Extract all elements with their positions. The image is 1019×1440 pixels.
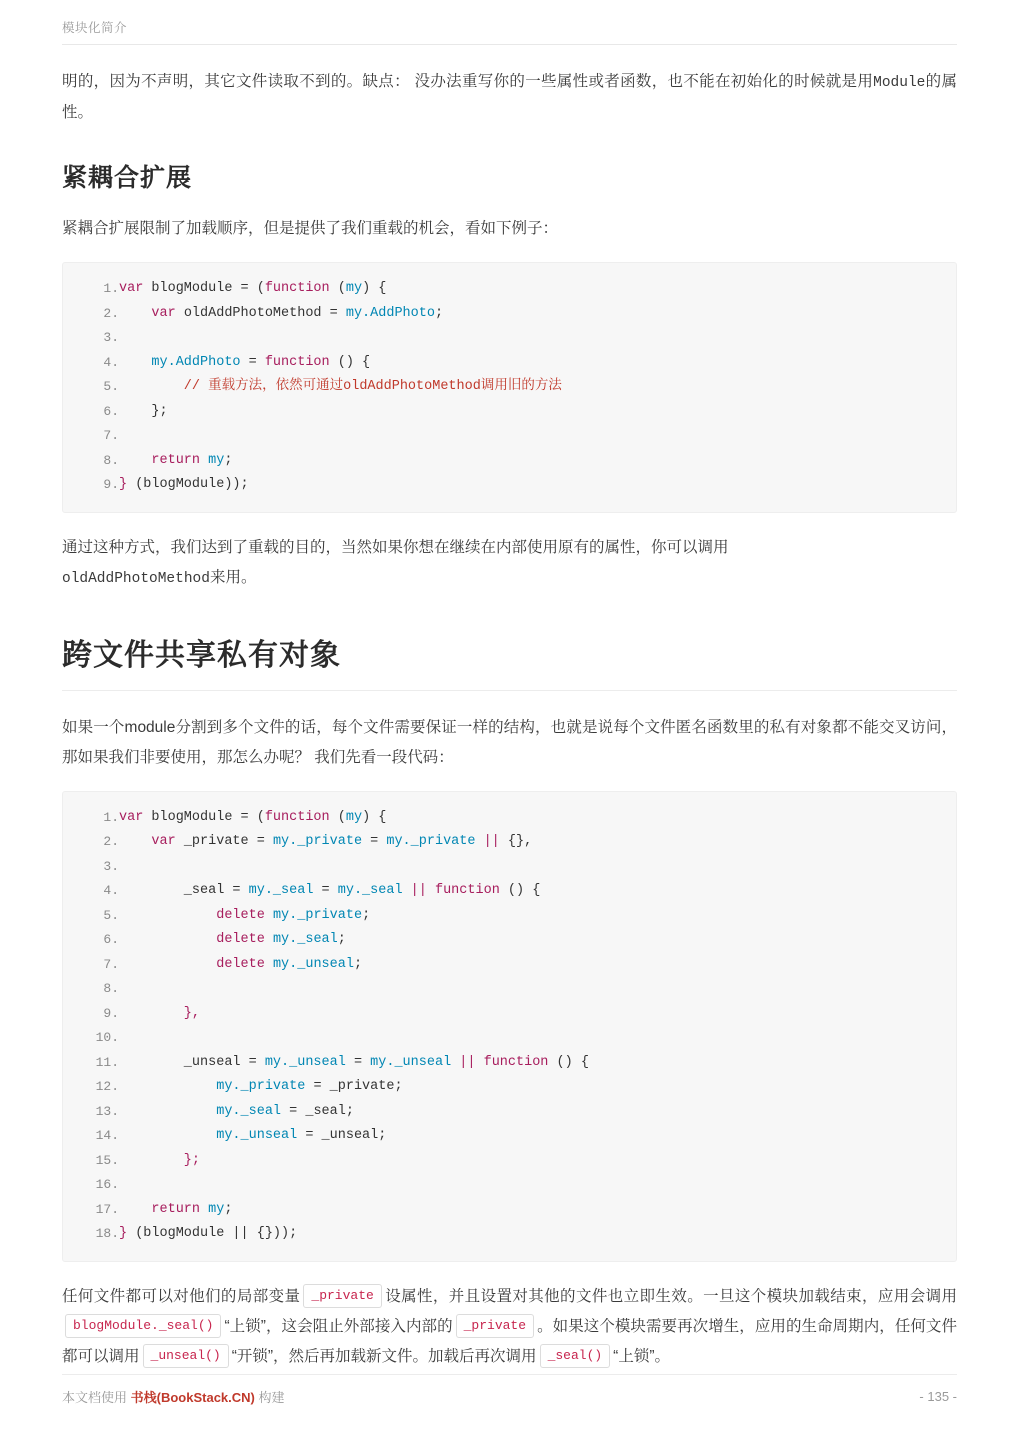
code-line xyxy=(63,855,956,880)
code-line xyxy=(63,1051,956,1076)
code-token: var xyxy=(119,281,152,296)
code-token: blogModule = ( xyxy=(151,281,265,296)
code-token: }; xyxy=(119,403,168,419)
code-block-1 xyxy=(62,262,957,513)
code-line-content xyxy=(119,400,956,425)
code-token: oldAddPhotoMethod = xyxy=(183,305,346,321)
code-token: my._private xyxy=(272,834,371,849)
code-token: my._private xyxy=(386,834,484,849)
code-token: ; xyxy=(362,907,371,923)
intro-paragraph xyxy=(62,67,957,128)
code-line xyxy=(63,473,956,498)
s2a-text-5: “开锁”，然后再加载新文件。加载后再次调用 xyxy=(231,1347,537,1365)
code-line xyxy=(63,904,956,929)
code-line-number: 8 . xyxy=(63,977,119,1002)
code-token: _unseal = xyxy=(119,1054,265,1070)
code-token: return xyxy=(151,1201,209,1217)
inline-tag-private-2: _private xyxy=(456,1314,534,1338)
code-token: = xyxy=(248,354,265,370)
code-token: my xyxy=(345,809,363,825)
code-line-content xyxy=(119,351,956,376)
code-token: = _unseal; xyxy=(305,1128,387,1143)
section1-after-text-a: 通过这种方式，我们达到了重载的目的，当然如果你想在继续在内部使用原有的属性，你可以调用 xyxy=(62,538,729,556)
code-line xyxy=(63,424,956,449)
code-line-content xyxy=(119,879,956,904)
code-line-content xyxy=(119,830,956,855)
code-line-number: 5 . xyxy=(63,375,119,400)
inline-tag-private: _private xyxy=(303,1284,381,1308)
code-line-number: 14 . xyxy=(63,1124,119,1149)
code-line xyxy=(63,1198,956,1223)
code-line-number: 6 . xyxy=(63,928,119,953)
code-line xyxy=(63,1075,956,1100)
code-token: my._unseal xyxy=(264,1054,354,1070)
code-table-1 xyxy=(63,277,956,498)
inline-tag-unseal: _unseal() xyxy=(143,1344,229,1368)
intro-text-a: 明的，因为不声明，其它文件读取不到的。缺点： 没办法重写你的一些属性或者函数，也不能在初始化的时候就是用 xyxy=(62,73,874,90)
code-line-content xyxy=(119,473,956,498)
section-heading-tight-coupling: 紧耦合扩展 xyxy=(62,164,193,192)
code-line-content xyxy=(119,1173,956,1198)
code-body-2 xyxy=(63,806,956,1247)
code-token: ; xyxy=(224,452,233,468)
code-line xyxy=(63,1124,956,1149)
code-token: return xyxy=(151,452,209,468)
code-line xyxy=(63,1222,956,1247)
code-line-content xyxy=(119,302,956,327)
code-token: = _seal; xyxy=(289,1103,354,1119)
code-line xyxy=(63,1100,956,1125)
footer-link-bookstack[interactable]: 书栈(BookStack.CN) xyxy=(130,1390,255,1405)
code-token: _private = xyxy=(183,834,273,849)
code-token: var xyxy=(151,305,184,321)
code-token xyxy=(119,1202,151,1217)
code-line xyxy=(63,1002,956,1027)
section1-paragraph: 紧耦合扩展限制了加载顺序，但是提供了我们重载的机会，看如下例子： xyxy=(62,220,559,237)
code-line-content xyxy=(119,953,956,978)
footer-page-number: - 135 - xyxy=(919,1389,957,1404)
code-token: my.AddPhoto xyxy=(151,354,249,370)
code-line-content xyxy=(119,855,956,880)
code-token: ) { xyxy=(362,281,387,296)
code-token: function xyxy=(434,883,508,898)
code-token: blogModule = ( xyxy=(151,809,265,825)
code-line-content xyxy=(119,424,956,449)
section2-paragraph: 如果一个module分割到多个文件的话，每个文件需要保证一样的结构，也就是说每个文件匿名函数里的私有对象都不能交叉访问，那如果我们非要使用，那怎么办呢？ 我们先看一段代码： xyxy=(62,718,957,766)
code-token: ( xyxy=(337,281,346,296)
code-line-content xyxy=(119,1149,956,1174)
code-token: ; xyxy=(353,956,363,972)
code-line xyxy=(63,830,956,855)
code-token: () { xyxy=(556,1054,589,1070)
code-line-number: 4 . xyxy=(63,351,119,376)
code-line-number: 6 . xyxy=(63,400,119,425)
code-line-content xyxy=(119,1222,956,1247)
code-token xyxy=(119,957,216,972)
code-token xyxy=(119,1079,216,1094)
code-line-content xyxy=(119,375,956,400)
code-line xyxy=(63,977,956,1002)
footer-prefix: 本文档使用 xyxy=(62,1390,128,1405)
code-line-content xyxy=(119,806,956,831)
code-line xyxy=(63,302,956,327)
code-line xyxy=(63,1173,956,1198)
code-token: ; xyxy=(434,305,444,321)
code-token xyxy=(119,306,151,321)
code-line-number: 9 . xyxy=(63,1002,119,1027)
code-token: my xyxy=(208,1201,225,1217)
code-line-content xyxy=(119,1100,956,1125)
code-token: my._seal xyxy=(272,932,338,947)
s2a-text-2: 设属性，并且设置对其他的文件也立即生效。一旦这个模块加载结束，应用会调用 xyxy=(384,1287,957,1305)
code-token: delete xyxy=(216,956,273,972)
code-token: || xyxy=(483,834,508,849)
code-line-content xyxy=(119,326,956,351)
code-token: _seal = xyxy=(119,883,249,898)
code-line-number: 3 . xyxy=(63,855,119,880)
code-line xyxy=(63,1026,956,1051)
code-token: my._seal xyxy=(216,1103,290,1119)
code-token: = xyxy=(370,834,387,849)
code-line-number: 16 . xyxy=(63,1173,119,1198)
code-line xyxy=(63,449,956,474)
code-token: my._seal xyxy=(337,883,411,898)
code-line-number: 2 . xyxy=(63,830,119,855)
code-line-content xyxy=(119,1198,956,1223)
inline-tag-seal: _seal() xyxy=(540,1344,611,1368)
code-token: } xyxy=(119,1226,136,1241)
footer-suffix: 构建 xyxy=(258,1390,285,1405)
code-line-number: 15 . xyxy=(63,1149,119,1174)
code-line xyxy=(63,326,956,351)
code-token: my._unseal xyxy=(370,1054,460,1070)
code-line-number: 10 . xyxy=(63,1026,119,1051)
code-token: } xyxy=(119,477,136,492)
code-line-number: 9 . xyxy=(63,473,119,498)
code-line-number: 13 . xyxy=(63,1100,119,1125)
code-line-number: 4 . xyxy=(63,879,119,904)
code-line xyxy=(63,351,956,376)
inline-code-oldaddphotomethod: oldAddPhotoMethod xyxy=(62,570,210,587)
page-header-note: 模块化简介 xyxy=(62,18,957,45)
code-token: = _private; xyxy=(313,1079,403,1094)
code-token: function xyxy=(264,281,338,296)
code-line-content xyxy=(119,449,956,474)
code-token: || xyxy=(459,1054,484,1070)
code-line-number: 17 . xyxy=(63,1198,119,1223)
code-line-content xyxy=(119,1026,956,1051)
section-heading-shared-private: 跨文件共享私有对象 xyxy=(62,630,957,691)
code-token: ; xyxy=(337,932,346,947)
code-token: my._private xyxy=(272,907,363,923)
code-token: ) { xyxy=(362,809,387,825)
code-line-number: 18 . xyxy=(63,1222,119,1247)
code-token: function xyxy=(264,809,338,825)
s2a-text-4: 。如果这个模块需要再次增生，应用的生命周期内，任何文件都可以调用 xyxy=(62,1317,957,1365)
code-line-content xyxy=(119,977,956,1002)
code-line-number: 1 . xyxy=(63,277,119,302)
code-token: () { xyxy=(507,883,541,898)
code-line xyxy=(63,375,956,400)
code-token: {}, xyxy=(507,834,533,849)
code-line-content xyxy=(119,1051,956,1076)
code-line xyxy=(63,277,956,302)
code-line-content xyxy=(119,277,956,302)
code-token: (blogModule)); xyxy=(135,477,249,492)
code-token: var xyxy=(119,809,152,825)
code-line-number: 7 . xyxy=(63,424,119,449)
footer-credit xyxy=(62,1387,285,1406)
code-token: () { xyxy=(337,354,371,370)
code-token: ; xyxy=(224,1201,233,1217)
code-token xyxy=(119,834,151,849)
code-token xyxy=(119,1128,216,1143)
code-token xyxy=(119,453,151,468)
code-block-2 xyxy=(62,791,957,1262)
code-token: var xyxy=(151,834,184,849)
code-token: function xyxy=(483,1054,557,1070)
code-line-number: 11 . xyxy=(63,1051,119,1076)
s2a-text-1: 任何文件都可以对他们的局部变量 xyxy=(62,1287,301,1305)
inline-code-module: Module xyxy=(873,75,926,91)
code-token: function xyxy=(264,354,338,370)
code-line xyxy=(63,953,956,978)
code-token xyxy=(119,1104,216,1119)
section1-after-paragraph xyxy=(62,533,957,594)
page-footer xyxy=(62,1374,957,1406)
code-line-content xyxy=(119,1124,956,1149)
code-token: }, xyxy=(119,1005,201,1021)
code-token: = xyxy=(321,883,338,898)
code-token: delete xyxy=(216,907,273,923)
code-line-content xyxy=(119,1002,956,1027)
code-table-2 xyxy=(63,806,956,1247)
code-token: my.AddPhoto xyxy=(345,305,435,321)
inline-tag-blogmodule-seal: blogModule._seal() xyxy=(65,1314,221,1338)
s2a-text-3: “上锁”，这会阻止外部接入内部的 xyxy=(224,1317,453,1335)
code-token: my._unseal xyxy=(272,956,354,972)
code-line-number: 12 . xyxy=(63,1075,119,1100)
code-line xyxy=(63,806,956,831)
code-line-number: 3 . xyxy=(63,326,119,351)
section1-after-text-b: 来用。 xyxy=(209,568,257,586)
code-token: my._unseal xyxy=(216,1128,306,1143)
code-token: = xyxy=(353,1054,371,1070)
code-line-number: 2 . xyxy=(63,302,119,327)
code-line xyxy=(63,879,956,904)
code-line xyxy=(63,400,956,425)
code-token xyxy=(119,932,216,947)
code-line-content xyxy=(119,1075,956,1100)
code-token: (blogModule || {})); xyxy=(135,1226,298,1241)
code-line-number: 5 . xyxy=(63,904,119,929)
code-token xyxy=(119,908,216,923)
code-token: my xyxy=(345,281,363,296)
code-line-number: 7 . xyxy=(63,953,119,978)
code-token: my._seal xyxy=(248,883,322,898)
code-token: || xyxy=(410,883,435,898)
code-body-1 xyxy=(63,277,956,498)
section2-after-paragraph xyxy=(62,1282,957,1372)
code-line xyxy=(63,928,956,953)
code-token: // 重载方法，依然可通过oldAddPhotoMethod调用旧的方法 xyxy=(119,379,562,394)
code-token: ( xyxy=(337,809,346,825)
code-token: my xyxy=(208,452,225,468)
s2a-text-6: “上锁”。 xyxy=(613,1347,670,1365)
code-token: my._private xyxy=(216,1079,314,1094)
code-line-content xyxy=(119,904,956,929)
code-line xyxy=(63,1149,956,1174)
intro-text-b: 的属性。 xyxy=(62,73,957,121)
code-line-content xyxy=(119,928,956,953)
code-token: delete xyxy=(216,932,273,947)
code-line-number: 1 . xyxy=(63,806,119,831)
code-token: }; xyxy=(119,1152,201,1168)
code-token xyxy=(119,355,151,370)
code-line-number: 8 . xyxy=(63,449,119,474)
